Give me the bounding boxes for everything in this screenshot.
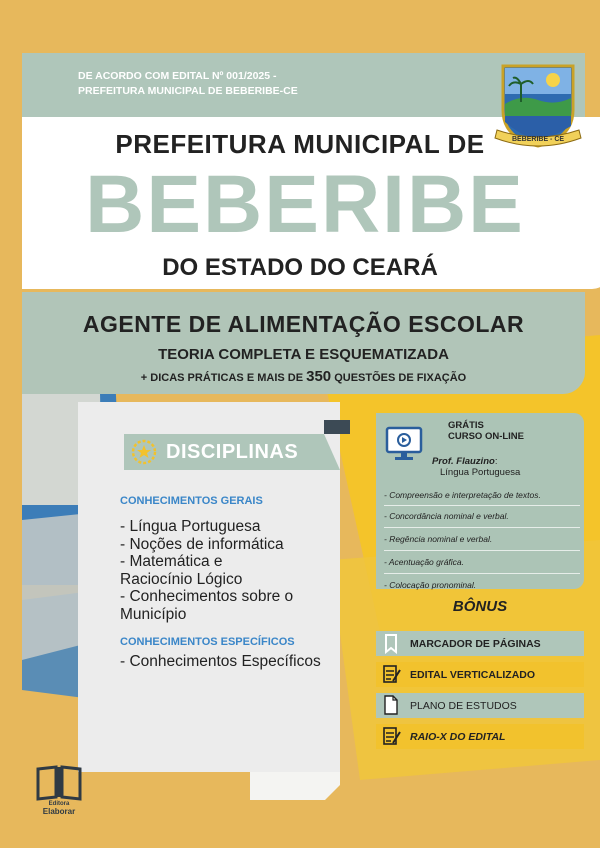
curso-online-text: CURSO ON-LINE [448,431,524,442]
subject-item: - Conhecimentos Específicos [120,653,321,670]
municipal-seal [491,58,585,152]
topic-item: - Compreensão e interpretação de textos. [384,490,541,500]
conhecimentos-gerais-title: CONHECIMENTOS GERAIS [120,495,263,507]
professor-colon: : [494,456,498,467]
checklist-pen-icon [382,726,402,746]
cargo-subtitle: TEORIA COMPLETA E ESQUEMATIZADA [158,346,449,363]
topic-separator [384,550,580,551]
dicas-line [22,368,585,385]
document-icon [382,695,400,715]
subject-item: - Conhecimentos sobre o [120,588,294,605]
dicas-text-start: + DICAS PRÁTICAS E MAIS DE [140,372,307,384]
gerais-list [120,518,345,623]
subject-item: - Língua Portuguesa [120,518,261,535]
topic-item: - Concordância nominal e verbal. [384,511,509,521]
video-monitor-icon [384,424,424,464]
city-title: BEBERIBE [85,159,525,250]
publisher-name-line-1: Editora [48,801,70,807]
state-heading: DO ESTADO DO CEARÁ [162,254,438,281]
cargo-title: AGENTE DE ALIMENTAÇÃO ESCOLAR [82,311,525,337]
curso-online-label [448,420,524,442]
open-book-logo-icon [34,765,84,801]
topic-item: - Regência nominal e verbal. [384,534,493,544]
professor-name: Prof. Flauzino [432,456,495,467]
bonus-item-label: PLANO DE ESTUDOS [410,700,517,712]
subject-item: - Matemática e [120,553,223,570]
prefeitura-heading: PREFEITURA MUNICIPAL DE [115,129,485,159]
edital-line-1: DE ACORDO COM EDITAL Nº 001/2025 - [78,70,277,82]
seal-text: BEBERIBE - CE [511,136,565,143]
subject-item: Município [120,605,187,623]
professor-subject: Língua Portuguesa [440,467,521,478]
publisher-name [34,801,84,815]
dicas-text-end: QUESTÕES DE FIXAÇÃO [331,372,467,384]
edital-notice [78,69,408,99]
subject-item: Raciocínio Lógico [120,570,243,588]
topic-item: - Colocação pronominal. [384,580,477,590]
topic-separator [384,505,580,506]
subject-item: - Noções de informática [120,535,284,553]
topic-item: - Acentuação gráfica. [384,557,465,567]
publisher-name-line-2: Elaborar [42,807,76,816]
checklist-icon [382,664,402,684]
questions-count: 350 [306,368,332,385]
edital-line-2: PREFEITURA MUNICIPAL DE BEBERIBE-CE [78,85,298,97]
conhecimentos-especificos-title: CONHECIMENTOS ESPECÍFICOS [120,636,295,648]
topic-separator [384,573,580,574]
star-badge-icon [131,439,157,465]
bonus-item-label: EDITAL VERTICALIZADO [410,669,536,681]
especificos-list [120,653,345,671]
topics-list [384,488,580,594]
topic-separator [384,527,580,528]
bonus-heading: BÔNUS [452,598,508,615]
bookmark-icon [382,634,400,654]
disciplinas-heading: DISCIPLINAS [166,441,299,463]
bonus-item-label: RAIO-X DO EDITAL [410,731,506,743]
bonus-item-label: MARCADOR DE PÁGINAS [410,638,541,650]
gratis-text: GRÁTIS [448,420,484,431]
professor-info [432,456,520,478]
